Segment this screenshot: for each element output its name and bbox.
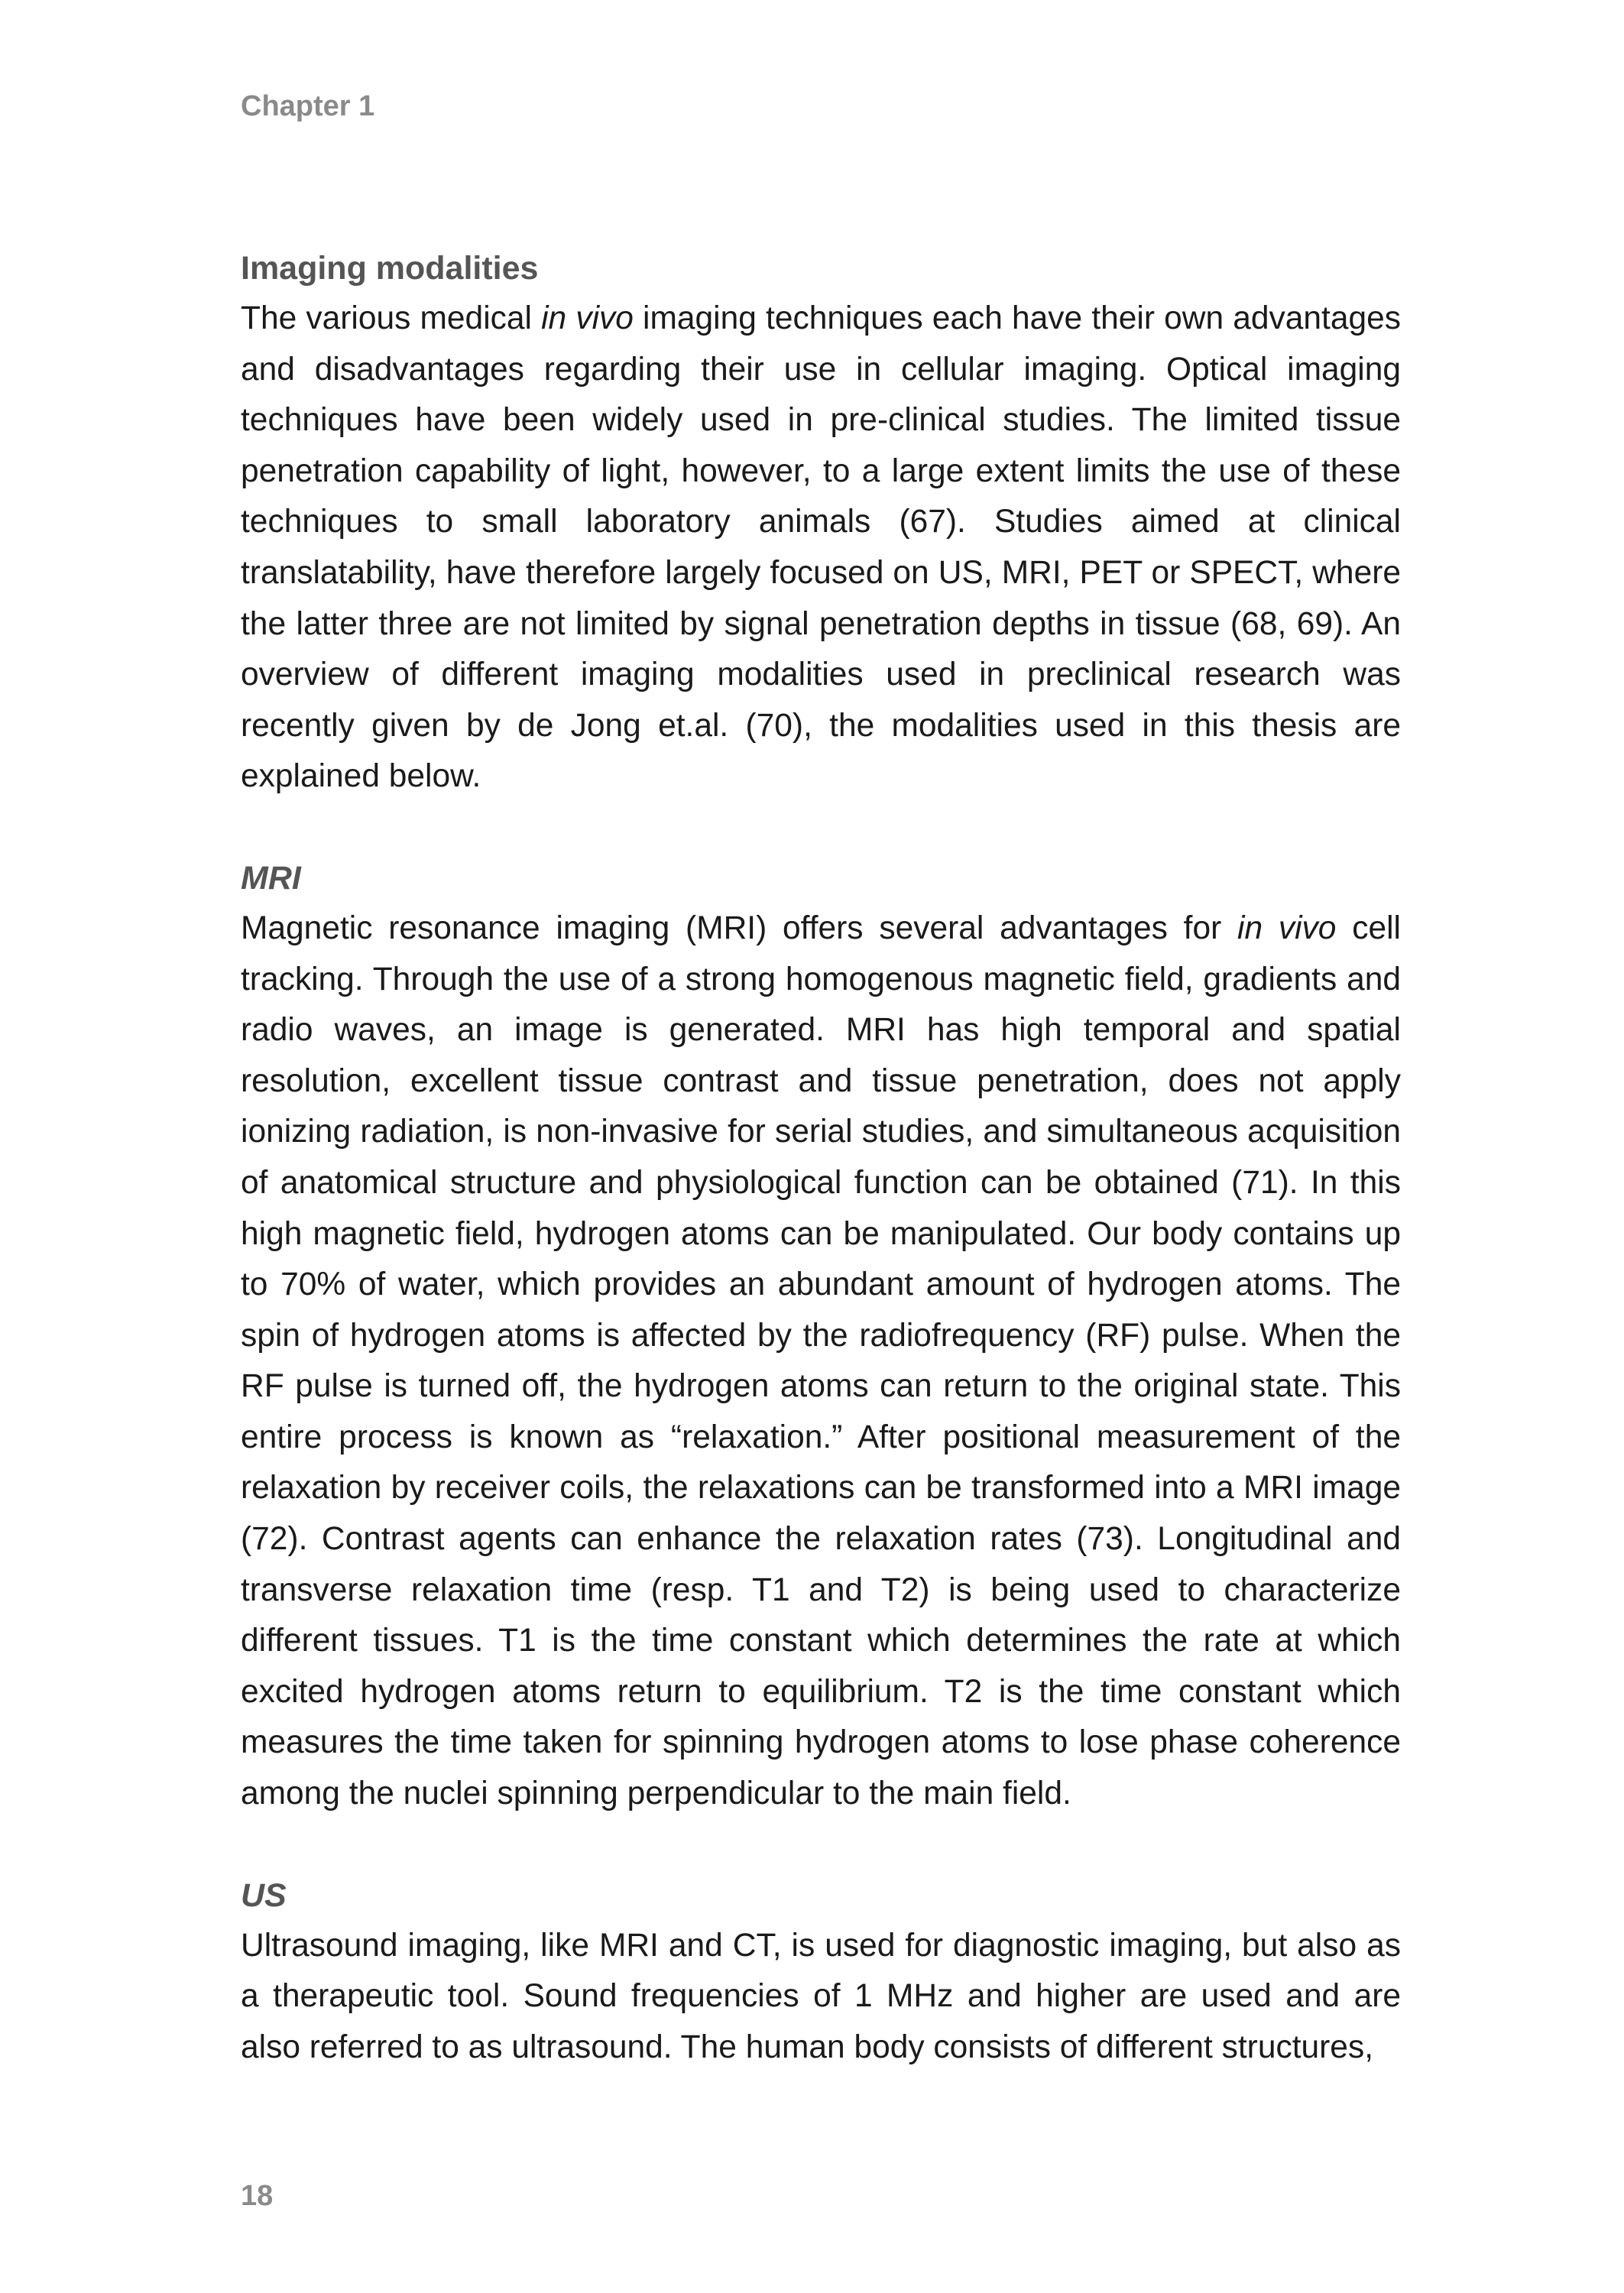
paragraph-spacer — [241, 1820, 1401, 1870]
paragraph-spacer — [241, 803, 1401, 853]
mri-italic-in-vivo: in vivo — [1237, 910, 1337, 946]
intro-text-part2: imaging techniques each have their own advantages and disadvantages regarding their use in cellular imaging. Optical imaging techniques have been widely used in pre-clinical studies. The limited tissue penetration capability of light, however, to a large extent limits the use of these techniques to small laboratory animals (67). Studies aimed at clinical translatability, have therefore largely focused on US, MRI, PET or SPECT, where the latter three are not limited by signal penetration depths in tissue (68, 69). An overview of different imaging modalities used in preclinical research was recently given by de Jong et.al. (70), the modalities used in this thesis are explained below. — [241, 300, 1402, 795]
section-heading: Imaging modalities — [241, 250, 539, 287]
mri-text-part2: cell tracking. Through the use of a strong homogenous magnetic field, gradients and radio waves, an image is generated. MRI has high temporal and spatial resolution, excellent tissue contrast and tissue penetration, does not apply ionizing radiation, is non-invasive for serial studies, and simultaneous acquisition of anatomical structure and physiological function can be obtained (71). In this high magnetic field, hydrogen atoms can be manipulated. Our body contains up to 70% of water, which provides an abundant amount of hydrogen atoms. The spin of hydrogen atoms is affected by the radiofrequency (RF) pulse. When the RF pulse is turned off, the hydrogen atoms can return to the original state. This entire process is known as “relaxation.” After positional measurement of the relaxation by receiver coils, the relaxations can be transformed into a MRI image (72). Contrast agents can enhance the relaxation rates (73). Longitudinal and transverse relaxation time (resp. T1 and T2) is being used to characterize different tissues. T1 is the time constant which determines the rate at which excited hydrogen atoms return to equilibrium. T2 is the time constant which measures the time taken for spinning hydrogen atoms to lose phase coherence among the nuclei spinning perpendicular to the main field. — [241, 910, 1401, 1812]
intro-text-part1: The various medical — [241, 300, 542, 336]
us-subheading: US — [241, 1876, 287, 1914]
running-header-chapter: Chapter 1 — [241, 90, 375, 122]
page-number: 18 — [241, 2180, 274, 2212]
page-content — [241, 243, 1401, 2073]
mri-text-part1: Magnetic resonance imaging (MRI) offers several advantages for — [241, 910, 1238, 946]
document-page — [241, 0, 1401, 2293]
mri-subheading: MRI — [241, 859, 301, 897]
intro-paragraph — [241, 294, 1401, 803]
mri-paragraph — [241, 903, 1401, 1820]
us-paragraph: Ultrasound imaging, like MRI and CT, is used for diagnostic imaging, but also as a therapeutic tool. Sound frequencies of 1 MHz and higher are used and are also referred to as ultrasound. The human body consists of different structures, — [241, 1927, 1401, 2065]
intro-italic-in-vivo: in vivo — [541, 300, 634, 336]
